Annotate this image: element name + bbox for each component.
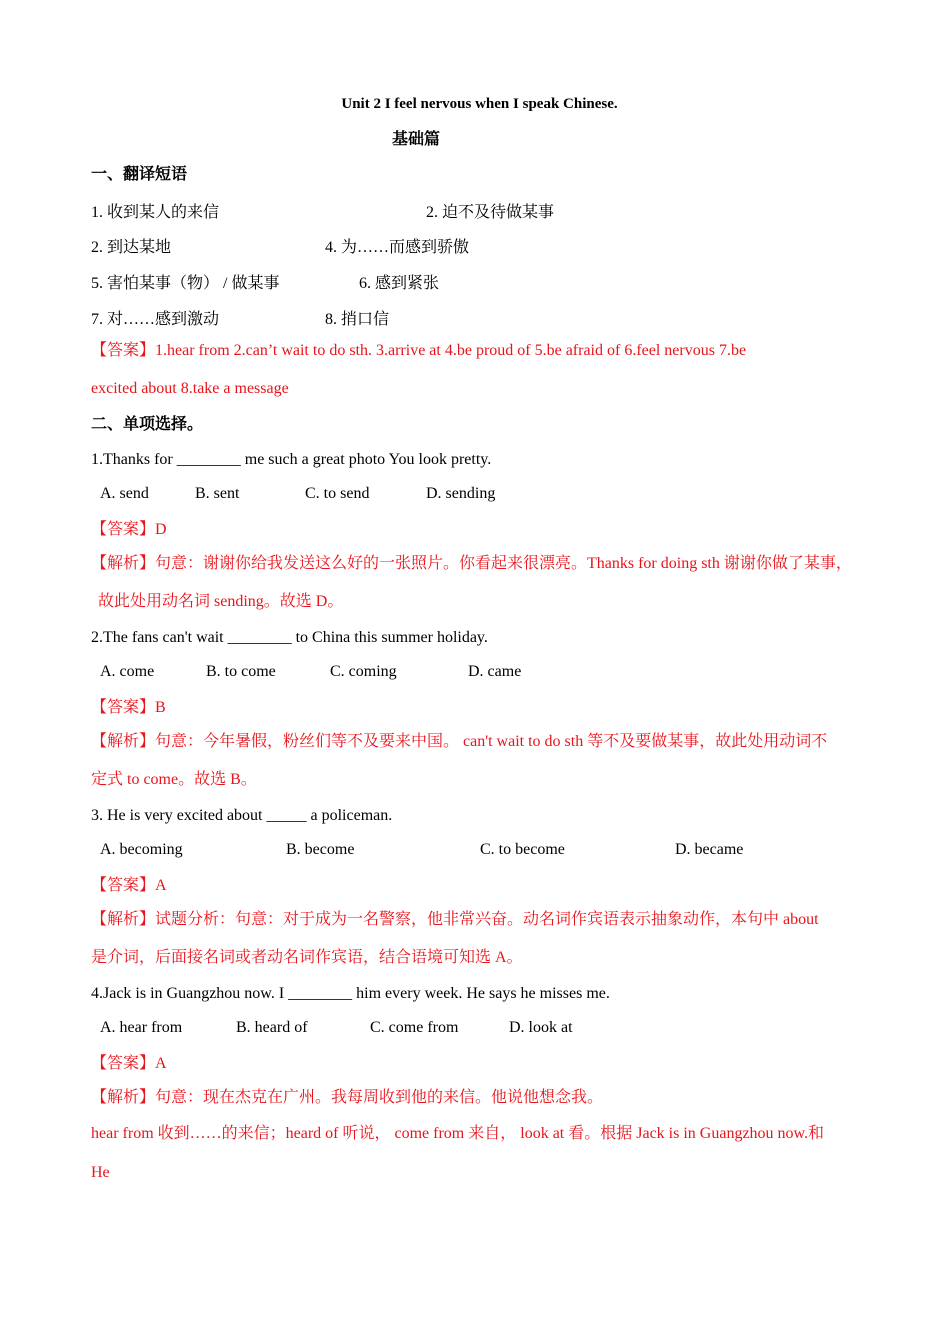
answer-label: 【答案】B xyxy=(91,699,166,716)
phrase-item: 2. 到达某地 xyxy=(91,239,172,256)
option-c: C. come from xyxy=(370,1019,459,1036)
phrase-item: 2. 迫不及待做某事 xyxy=(426,204,555,221)
option-c: C. to send xyxy=(305,485,370,502)
phrase-item: 1. 收到某人的来信 xyxy=(91,204,220,221)
answer-translation-line2: excited about 8.take a message xyxy=(91,380,289,397)
question-stem: 4.Jack is in Guangzhou now. I ________ him every week. He says he misses me. xyxy=(91,985,610,1002)
explanation-line: 【解析】句意：谢谢你给我发送这么好的一张照片。你看起来很漂亮。Thanks for doing sth 谢谢你做了某事， xyxy=(91,555,852,572)
explanation-line: hear from 收到……的来信；heard of 听说， come from 来自， look at 看。根据 Jack is in Guangzhou now.和 xyxy=(91,1125,825,1142)
question-stem: 3. He is very excited about _____ a policeman. xyxy=(91,807,393,824)
option-c: C. coming xyxy=(330,663,397,680)
answer-translation-line1: 【答案】1.hear from 2.can’t wait to do sth. 3.arrive at 4.be proud of 5.be afraid of 6.feel nervous 7.be xyxy=(91,342,747,359)
section-heading-translation: 一、翻译短语 xyxy=(91,164,188,183)
explanation-line: 【解析】试题分析：句意：对于成为一名警察，他非常兴奋。动名词作宾语表示抽象动作，本句中 about xyxy=(91,911,819,928)
option-b: B. sent xyxy=(195,485,240,502)
answer-label: 【答案】D xyxy=(91,521,167,538)
phrase-item: 7. 对……感到激动 xyxy=(91,311,220,328)
phrase-item: 5. 害怕某事（物） / 做某事 xyxy=(91,275,280,292)
option-d: D. came xyxy=(468,663,522,680)
option-b: B. become xyxy=(286,841,355,858)
phrase-item: 8. 捎口信 xyxy=(325,311,390,328)
phrase-item: 6. 感到紧张 xyxy=(359,275,440,292)
option-b: B. to come xyxy=(206,663,276,680)
option-d: D. became xyxy=(675,841,744,858)
explanation-line: 【解析】句意：现在杰克在广州。我每周收到他的来信。他说他想念我。 xyxy=(91,1089,604,1106)
explanation-line: 故此处用动名词 sending。故选 D。 xyxy=(98,593,344,610)
option-c: C. to become xyxy=(480,841,565,858)
option-b: B. heard of xyxy=(236,1019,308,1036)
answer-label: 【答案】A xyxy=(91,1055,167,1072)
question-stem: 1.Thanks for ________ me such a great photo You look pretty. xyxy=(91,451,492,468)
explanation-line: He xyxy=(91,1164,110,1181)
explanation-line: 定式 to come。故选 B。 xyxy=(91,771,257,788)
option-a: A. becoming xyxy=(100,841,183,858)
answer-label: 【答案】A xyxy=(91,877,167,894)
question-stem: 2.The fans can't wait ________ to China this summer holiday. xyxy=(91,629,488,646)
option-d: D. look at xyxy=(509,1019,573,1036)
explanation-line: 【解析】句意：今年暑假，粉丝们等不及要来中国。 can't wait to do sth 等不及要做某事，故此处用动词不 xyxy=(91,733,828,750)
option-a: A. send xyxy=(100,485,149,502)
explanation-line: 是介词，后面接名词或者动名词作宾语，结合语境可知选 A。 xyxy=(91,949,523,966)
section-heading-choice: 二、单项选择。 xyxy=(91,414,204,433)
option-a: A. hear from xyxy=(100,1019,183,1036)
page-subtitle: 基础篇 xyxy=(392,129,441,148)
phrase-item: 4. 为……而感到骄傲 xyxy=(325,239,470,256)
page-title: Unit 2 I feel nervous when I speak Chinese. xyxy=(341,96,618,112)
option-d: D. sending xyxy=(426,485,496,502)
option-a: A. come xyxy=(100,663,155,680)
